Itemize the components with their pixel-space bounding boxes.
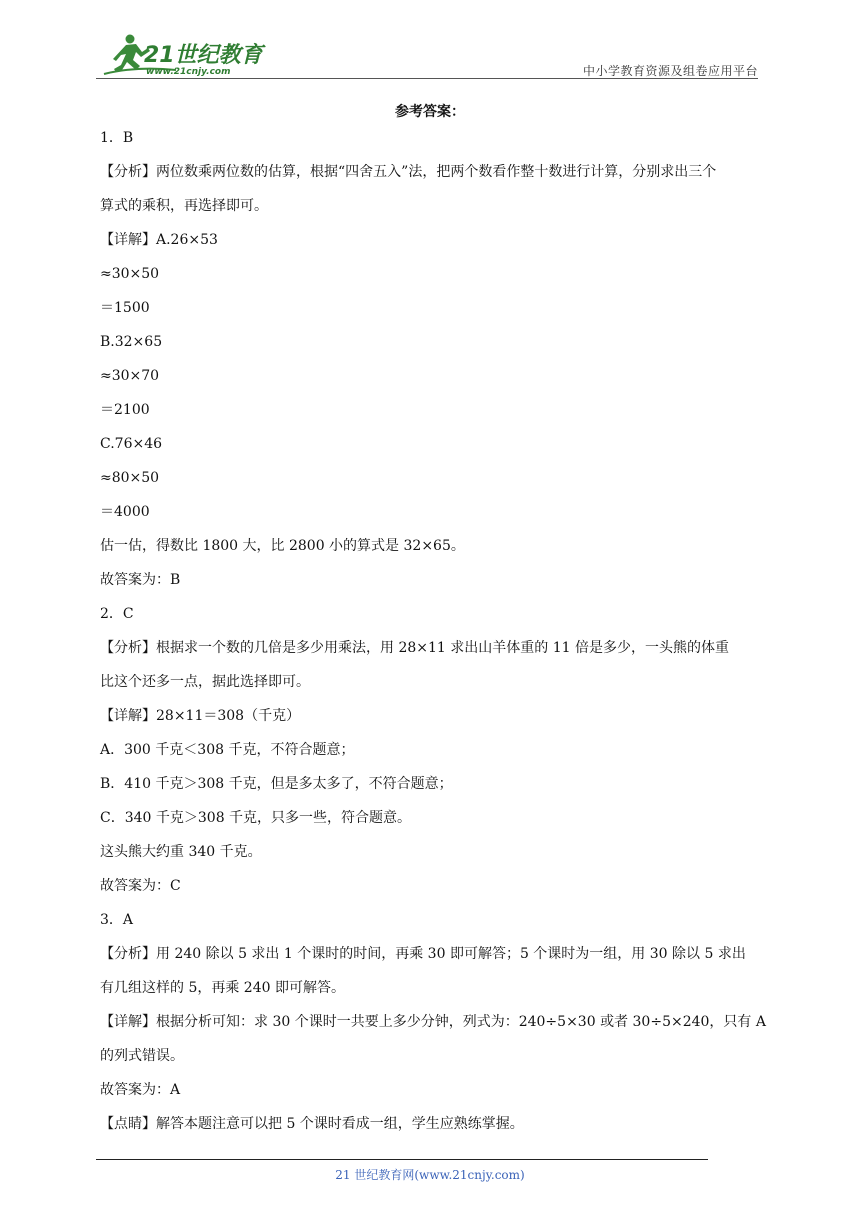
text-line: 估一估，得数比 1800 大，比 2800 小的算式是 32×65。 — [100, 538, 465, 554]
text-line: ＝4000 — [100, 504, 150, 520]
svg-text:www.21cnjy.com: www.21cnjy.com — [146, 67, 231, 77]
text-line: 有几组这样的 5，再乘 240 即可解答。 — [100, 980, 345, 996]
site-logo — [96, 30, 266, 78]
text-line: ＝2100 — [100, 402, 150, 418]
text-line: 【分析】用 240 除以 5 求出 1 个课时的时间，再乘 30 即可解答；5 个课时为一组，用 30 除以 5 求出 — [100, 946, 746, 962]
header-divider — [96, 78, 758, 79]
text-line: 的列式错误。 — [100, 1048, 184, 1064]
text-line: ＝1500 — [100, 300, 150, 316]
text-line: 【分析】两位数乘两位数的估算，根据“四舍五入”法，把两个数看作整十数进行计算，分别求出三个 — [100, 164, 717, 180]
text-line: B.32×65 — [100, 334, 163, 350]
text-line: 2．C — [100, 606, 134, 622]
text-line: B．410 千克＞308 千克，但是多太多了，不符合题意； — [100, 776, 453, 792]
text-line: 【详解】根据分析可知：求 30 个课时一共要上多少分钟，列式为：240÷5×30 或者 30÷5×240，只有 A — [100, 1014, 766, 1030]
page-header — [96, 30, 758, 80]
text-line: C．340 千克＞308 千克，只多一些，符合题意。 — [100, 810, 412, 826]
text-line: A．300 千克＜308 千克，不符合题意； — [100, 742, 355, 758]
text-line: 比这个还多一点，据此选择即可。 — [100, 674, 310, 690]
text-line: 算式的乘积，再选择即可。 — [100, 198, 268, 214]
text-line: ≈80×50 — [100, 470, 160, 486]
text-line: 故答案为：C — [100, 878, 181, 894]
page-title: 参考答案： — [395, 104, 465, 120]
svg-text:21世纪教育: 21世纪教育 — [144, 43, 263, 68]
text-line: ≈30×70 — [100, 368, 160, 384]
page-footer: 21 世纪教育网(www.21cnjy.com) — [335, 1168, 525, 1182]
answer-content — [100, 128, 766, 1134]
text-line: 1．B — [100, 130, 134, 146]
text-line: 【详解】A.26×53 — [100, 232, 218, 248]
text-line: 这头熊大约重 340 千克。 — [100, 844, 262, 860]
text-line: 故答案为：A — [100, 1082, 181, 1098]
text-line: 【详解】28×11＝308（千克） — [100, 708, 301, 724]
text-line: ≈30×50 — [100, 266, 160, 282]
text-line: 故答案为：B — [100, 572, 181, 588]
text-line: C.76×46 — [100, 436, 163, 452]
footer-divider — [96, 1159, 708, 1160]
header-platform-text: 中小学教育资源及组卷应用平台 — [582, 64, 758, 78]
text-line: 【分析】根据求一个数的几倍是多少用乘法，用 28×11 求出山羊体重的 11 倍是多少，一头熊的体重 — [100, 640, 729, 656]
text-line: 3．A — [100, 912, 134, 928]
text-line: 【点睛】解答本题注意可以把 5 个课时看成一组，学生应熟练掌握。 — [100, 1116, 524, 1132]
